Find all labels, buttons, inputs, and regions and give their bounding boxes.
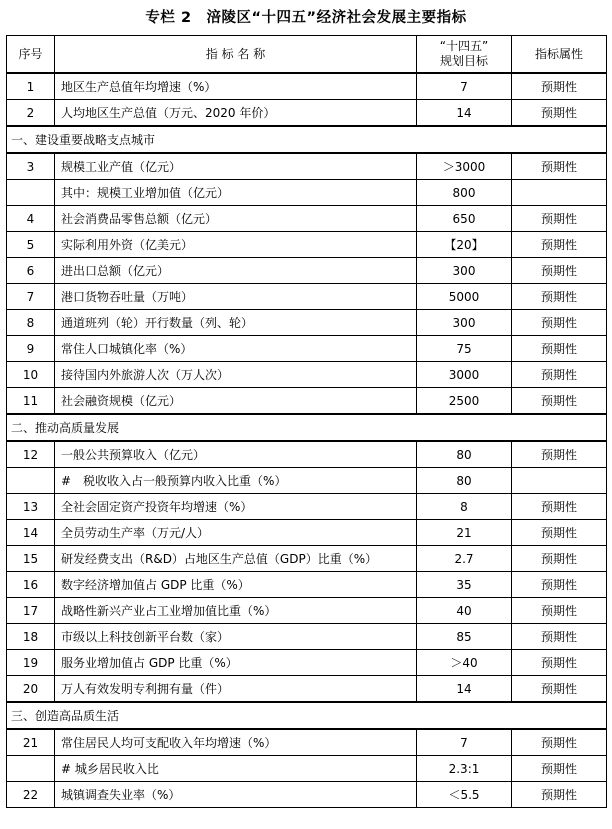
row-name: 常住人口城镇化率（%） — [55, 336, 417, 362]
row-name: 数字经济增加值占 GDP 比重（%） — [55, 572, 417, 598]
row-attr: 预期性 — [512, 729, 607, 756]
row-name: 战略性新兴产业占工业增加值比重（%） — [55, 598, 417, 624]
row-num — [7, 180, 55, 206]
row-num: 7 — [7, 284, 55, 310]
row-name: # 城乡居民收入比 — [55, 756, 417, 782]
row-name: 市级以上科技创新平台数（家） — [55, 624, 417, 650]
table-body — [7, 73, 607, 808]
header-name: 指 标 名 称 — [55, 36, 417, 74]
header-row — [7, 36, 607, 74]
row-name: 进出口总额（亿元） — [55, 258, 417, 284]
row-name: # 税收收入占一般预算内收入比重（%） — [55, 468, 417, 494]
table-row — [7, 624, 607, 650]
row-attr: 预期性 — [512, 206, 607, 232]
row-target: 2500 — [417, 388, 512, 415]
table-row — [7, 572, 607, 598]
row-attr — [512, 468, 607, 494]
row-attr: 预期性 — [512, 100, 607, 127]
row-num: 4 — [7, 206, 55, 232]
row-name: 地区生产总值年均增速（%） — [55, 73, 417, 100]
table-row — [7, 494, 607, 520]
row-num — [7, 468, 55, 494]
row-name: 接待国内外旅游人次（万人次） — [55, 362, 417, 388]
row-target: ＞40 — [417, 650, 512, 676]
row-name: 实际利用外资（亿美元） — [55, 232, 417, 258]
row-name: 全社会固定资产投资年均增速（%） — [55, 494, 417, 520]
table-row — [7, 520, 607, 546]
row-target: 300 — [417, 310, 512, 336]
row-attr: 预期性 — [512, 336, 607, 362]
row-name: 万人有效发明专利拥有量（件） — [55, 676, 417, 703]
table-row — [7, 206, 607, 232]
row-num: 13 — [7, 494, 55, 520]
table-row — [7, 284, 607, 310]
table-row — [7, 441, 607, 468]
row-target: 300 — [417, 258, 512, 284]
row-attr: 预期性 — [512, 756, 607, 782]
row-num: 14 — [7, 520, 55, 546]
row-target: 14 — [417, 100, 512, 127]
row-target: 3000 — [417, 362, 512, 388]
section-row — [7, 414, 607, 441]
table-row — [7, 468, 607, 494]
table-title: 专栏 2 涪陵区“十四五”经济社会发展主要指标 — [145, 10, 467, 26]
table-row — [7, 232, 607, 258]
table-row — [7, 782, 607, 808]
row-attr: 预期性 — [512, 388, 607, 415]
row-num: 11 — [7, 388, 55, 415]
row-name: 服务业增加值占 GDP 比重（%） — [55, 650, 417, 676]
row-num: 6 — [7, 258, 55, 284]
row-attr: 预期性 — [512, 546, 607, 572]
row-attr: 预期性 — [512, 310, 607, 336]
table-row — [7, 676, 607, 703]
row-num: 10 — [7, 362, 55, 388]
row-num — [7, 756, 55, 782]
row-attr: 预期性 — [512, 598, 607, 624]
header-num: 序号 — [7, 36, 55, 74]
table-row — [7, 650, 607, 676]
row-name: 城镇调查失业率（%） — [55, 782, 417, 808]
row-num: 2 — [7, 100, 55, 127]
row-num: 15 — [7, 546, 55, 572]
row-num: 3 — [7, 153, 55, 180]
row-target: 80 — [417, 468, 512, 494]
row-attr: 预期性 — [512, 650, 607, 676]
row-name: 港口货物吞吐量（万吨） — [55, 284, 417, 310]
row-name: 常住居民人均可支配收入年均增速（%） — [55, 729, 417, 756]
row-attr: 预期性 — [512, 494, 607, 520]
row-attr: 预期性 — [512, 153, 607, 180]
table-row — [7, 180, 607, 206]
header-target — [417, 36, 512, 74]
table-row — [7, 336, 607, 362]
section-row — [7, 702, 607, 729]
section-title: 一、建设重要战略支点城市 — [7, 126, 607, 153]
section-title: 二、推动高质量发展 — [7, 414, 607, 441]
row-attr: 预期性 — [512, 624, 607, 650]
row-attr: 预期性 — [512, 572, 607, 598]
table-row — [7, 153, 607, 180]
row-attr: 预期性 — [512, 362, 607, 388]
section-row — [7, 126, 607, 153]
row-attr: 预期性 — [512, 676, 607, 703]
row-num: 8 — [7, 310, 55, 336]
table-row — [7, 388, 607, 415]
row-target: 85 — [417, 624, 512, 650]
row-target: 650 — [417, 206, 512, 232]
row-num: 20 — [7, 676, 55, 703]
row-attr: 预期性 — [512, 73, 607, 100]
row-name: 一般公共预算收入（亿元） — [55, 441, 417, 468]
table-row — [7, 598, 607, 624]
row-name: 其中：规模工业增加值（亿元） — [55, 180, 417, 206]
row-target: 21 — [417, 520, 512, 546]
indicator-table — [6, 35, 607, 808]
row-name: 全员劳动生产率（万元/人） — [55, 520, 417, 546]
row-target: 7 — [417, 729, 512, 756]
row-target: 7 — [417, 73, 512, 100]
row-target: 80 — [417, 441, 512, 468]
row-attr: 预期性 — [512, 284, 607, 310]
row-num: 5 — [7, 232, 55, 258]
row-target: 75 — [417, 336, 512, 362]
row-num: 16 — [7, 572, 55, 598]
row-target: 2.3:1 — [417, 756, 512, 782]
row-target: 35 — [417, 572, 512, 598]
row-attr: 预期性 — [512, 520, 607, 546]
row-attr: 预期性 — [512, 232, 607, 258]
row-name: 研发经费支出（R&D）占地区生产总值（GDP）比重（%） — [55, 546, 417, 572]
table-row — [7, 73, 607, 100]
row-target: ＞3000 — [417, 153, 512, 180]
table-row — [7, 100, 607, 127]
table-row — [7, 258, 607, 284]
row-target: 8 — [417, 494, 512, 520]
row-num: 18 — [7, 624, 55, 650]
header-attr: 指标属性 — [512, 36, 607, 74]
row-name: 社会消费品零售总额（亿元） — [55, 206, 417, 232]
row-target: 14 — [417, 676, 512, 703]
row-num: 9 — [7, 336, 55, 362]
row-num: 21 — [7, 729, 55, 756]
row-attr: 预期性 — [512, 782, 607, 808]
row-target: 5000 — [417, 284, 512, 310]
table-row — [7, 756, 607, 782]
row-num: 12 — [7, 441, 55, 468]
row-num: 19 — [7, 650, 55, 676]
header-target-line2: 规划目标 — [439, 54, 488, 68]
table-row — [7, 310, 607, 336]
row-name: 人均地区生产总值（万元、2020 年价） — [55, 100, 417, 127]
row-target: 800 — [417, 180, 512, 206]
section-title: 三、创造高品质生活 — [7, 702, 607, 729]
header-target-line1: “十四五” — [439, 39, 489, 53]
row-target: 【20】 — [417, 232, 512, 258]
row-attr: 预期性 — [512, 441, 607, 468]
row-name: 规模工业产值（亿元） — [55, 153, 417, 180]
row-name: 社会融资规模（亿元） — [55, 388, 417, 415]
row-name: 通道班列（轮）开行数量（列、轮） — [55, 310, 417, 336]
row-attr: 预期性 — [512, 258, 607, 284]
row-target: 40 — [417, 598, 512, 624]
table-row — [7, 362, 607, 388]
row-num: 1 — [7, 73, 55, 100]
table-row — [7, 546, 607, 572]
row-target: 2.7 — [417, 546, 512, 572]
row-num: 22 — [7, 782, 55, 808]
row-target: ＜5.5 — [417, 782, 512, 808]
row-attr — [512, 180, 607, 206]
row-num: 17 — [7, 598, 55, 624]
table-row — [7, 729, 607, 756]
